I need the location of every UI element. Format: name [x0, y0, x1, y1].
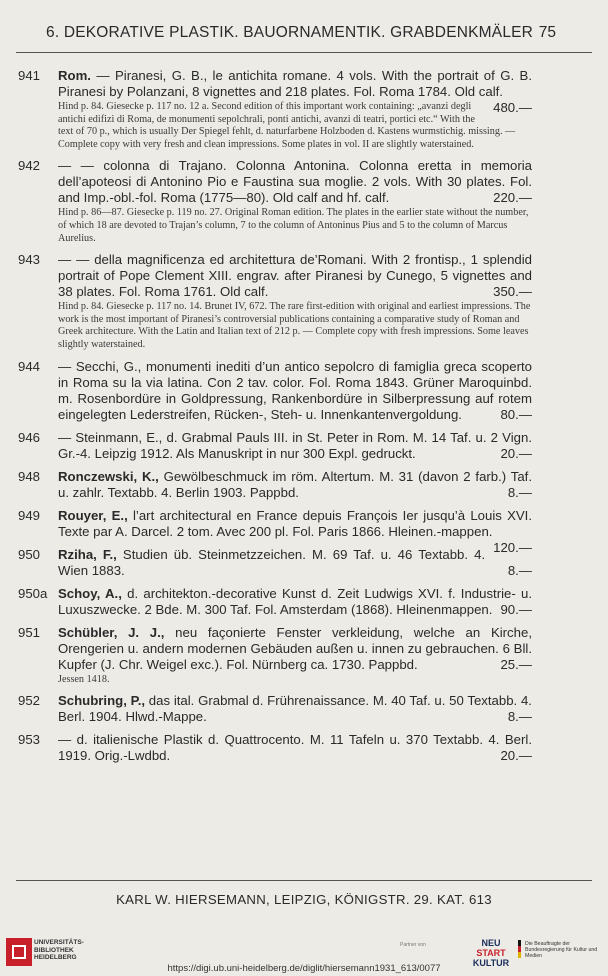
catalog-entry [0, 586, 608, 618]
viewer-bottom-bar [0, 936, 608, 976]
catalog-entry [0, 732, 608, 764]
entry-note: Hind p. 84. Giesecke p. 117 no. 12 a. Second edition of this important work containing: „avanzi degli antichi edifizi di Roma, de monumenti sepolchrali, ponti antichi, avanzi di teatri, portici etc.“ With the text of 70 p., which is usually Der Spiegel fehlt, d. naturfarbene Holzboden d. Kastens wurmstichig. missing. — Complete copy with very fresh and clean impressions. Some plates in vol. II are slightly waterstained. [58, 101, 516, 150]
entry-body [58, 359, 532, 423]
catalog-entry [0, 693, 608, 725]
entry-price: 8.— [507, 709, 532, 725]
page-url[interactable]: https://digi.ub.uni-heidelberg.de/diglit/hiersemann1931_613/0077 [167, 963, 441, 974]
entry-price: 90.— [500, 601, 532, 617]
entry-heading: Rom. [58, 68, 91, 83]
entry-body [58, 469, 532, 501]
entry-note: Jessen 1418. [58, 673, 110, 685]
german-flag-icon [518, 940, 521, 958]
entry-number: 949 [18, 507, 41, 523]
bkm-label: Die Beauftragte der Bundesregierung für Kultur und Medien [525, 941, 598, 960]
neustart-line1: NEU [481, 938, 501, 948]
entry-text: neu façonierte Fenster verkleidung, welche an Kirche, Orengerien u. andern modernen Gebäuden außen u. innen zu gebrauchen. 6 Bll. Kupfer (J. Chr. Weigel exc.). Fol. Nürnberg ca. 1730. Pappbd. [58, 624, 532, 672]
entry-number: 943 [18, 252, 41, 268]
entry-description [58, 693, 532, 725]
publisher-footer: KARL W. HIERSEMANN, LEIPZIG, KÖNIGSTR. 29. KAT. 613 [116, 892, 492, 907]
entry-price: 120.— [493, 539, 532, 555]
entry-price: 8.— [507, 484, 532, 500]
entry-body [58, 732, 532, 764]
library-logo-icon[interactable] [6, 938, 32, 966]
entry-number: 944 [18, 358, 41, 374]
catalog-entry [0, 68, 608, 151]
entry-body [58, 693, 532, 725]
entry-description [58, 68, 532, 115]
entry-number: 952 [18, 693, 41, 709]
entry-number: 942 [18, 158, 41, 174]
entry-body [58, 252, 532, 351]
entry-text: — Piranesi, G. B., le antichita romane. 4 vols. With the portrait of G. B. Piranesi by Polanzani, 8 vignettes and 218 plates. Fol. Roma 1784. Old calf. [58, 68, 532, 99]
entry-text: Gewölbeschmuck im röm. Altertum. M. 31 (davon 2 farb.) Taf. u. zahlr. Textabb. 4. Berlin 1903. Pappbd. [58, 468, 533, 500]
entry-price: 20.— [500, 445, 532, 461]
section-title: 6. DEKORATIVE PLASTIK. BAUORNAMENTIK. GRABDENKMÄLER [46, 24, 534, 41]
entry-heading: Ronczewski, K., [58, 468, 159, 484]
entry-description [58, 625, 532, 673]
entry-body [58, 430, 532, 462]
neustart-line2: START [476, 948, 506, 958]
entry-number: 951 [18, 624, 41, 640]
entry-description [58, 359, 532, 423]
entry-note: Hind p. 84. Giesecke p. 117 no. 14. Brunet IV, 672. The rare first-edition with original and earliest impressions. The work is the most important of Piranesi’s controversial publications containing a comparative study of Roman and Greek architecture. With the Latin and Italian text of 212 p. — Complete copy with fresh impressions. Some leaves slightly waterstained. [58, 301, 531, 350]
entry-heading: Schoy, A., [58, 585, 122, 601]
entry-price: 350.— [493, 284, 532, 300]
entry-number: 946 [18, 429, 41, 445]
catalog-entry [0, 158, 608, 245]
entry-heading: Rziha, F., [58, 546, 117, 562]
entry-number: 941 [18, 68, 41, 83]
entry-note: Hind p. 86—87. Giesecke p. 119 no. 27. Original Roman edition. The plates in the earlier state without the number, of which 18 are devoted to Trajan’s column, 7 to the column of Antoninus Pius and 5 to the column of Marcus Aurelius. [58, 207, 529, 244]
entry-price: 220.— [493, 190, 532, 206]
entry-description [58, 430, 532, 462]
entry-text: — Steinmann, E., d. Grabmal Pauls III. in St. Peter in Rom. M. 14 Taf. u. 2 Vign. Gr.-4. Leipzig 1912. Als Manuskript in nur 300 Expl. gedruckt. [58, 429, 532, 461]
entry-number: 950a [18, 585, 48, 601]
page-header [0, 24, 608, 48]
entry-body [58, 158, 532, 245]
catalog-entry [0, 547, 608, 579]
entry-text: das ital. Grabmal d. Frührenaissance. M. 40 Taf. u. 50 Textabb. 4. Berl. 1904. Hlwd.-Mappe. [58, 693, 532, 725]
entry-number: 953 [18, 732, 41, 748]
catalog-entries [0, 68, 608, 771]
entry-number: 950 [18, 546, 41, 562]
catalog-entry [0, 252, 608, 351]
entry-number: 948 [18, 468, 41, 484]
entry-description [58, 158, 532, 206]
entry-description [58, 586, 532, 618]
neustart-line3: KULTUR [472, 958, 510, 968]
catalog-entry [0, 625, 608, 687]
entry-price: 20.— [500, 748, 532, 764]
catalog-entry [0, 469, 608, 501]
bkm-logo[interactable] [518, 940, 604, 964]
entry-body [58, 68, 532, 151]
entry-body [58, 625, 532, 687]
entry-description [58, 469, 532, 501]
entry-description [58, 252, 532, 300]
entry-text: Studien üb. Steinmetzzeichen. M. 69 Taf. u. 46 Textabb. 4. Wien 1883. [58, 546, 486, 578]
entry-price: 80.— [500, 406, 532, 422]
entry-heading: Schubring, P., [58, 693, 146, 709]
entry-description [58, 547, 532, 579]
catalog-entry [0, 430, 608, 462]
entry-text: — d. italienische Plastik d. Quattrocento. M. 11 Tafeln u. 370 Textabb. 4. Berl. 1919. Orig.-Lwdbd. [58, 732, 532, 764]
entry-heading: Rouyer, E., [58, 507, 128, 523]
entry-text: — — colonna di Trajano. Colonna Antonina. Colonna eretta in memoria dell’apoteosi di Antonino Pio e Faustina sua moglie. 2 vols. With 30 plates. Fol. and Imp.-obl.-fol. Roma (1775—80). Old calf and hf. calf. [58, 158, 532, 206]
entry-text: — — della magnificenza ed architettura de’Romani. With 2 frontisp., 1 splendid portrait of Pope Clement XIII. engrav. after Piranesi by Cunego, 5 vignettes and 38 plates. Fol. Roma 1761. Old calf. [58, 252, 532, 300]
partner-label: Partner von [400, 942, 426, 948]
entry-price: 480.— [493, 100, 532, 115]
entry-text: l’art architectural en France depuis François Ier jusqu’à Louis XVI. Texte par A. Darcel. 2 tom. Avec 200 pl. Fol. Paris 1866. Hleinen.-mappen. [58, 507, 533, 539]
entry-price: 8.— [507, 562, 532, 578]
entry-price: 25.— [500, 656, 532, 672]
entry-text: — Secchi, G., monumenti inediti d’un antico sepolcro di famiglia greca scoperto in Roma su la via latina. Con 2 tav. color. Fol. Roma 1843. Grüner Maroquinbd. m. Rosenbordüre in Goldpressung, Rankenbordüre in Silberpressung auf rotem eingelegten Lederstreifen, Rücken-, Steh- u. Innenkantenvergoldung. [58, 358, 532, 422]
footer-rule [16, 880, 592, 881]
catalog-entry [0, 359, 608, 423]
entry-heading: Schübler, J. J., [58, 624, 165, 640]
entry-body [58, 586, 532, 618]
page-number: 75 [538, 24, 556, 41]
entry-text: d. architekton.-decorative Kunst d. Zeit Ludwigs XVI. f. Industrie- u. Luxuszwecke. 2 Bde. M. 300 Taf. Fol. Amsterdam (1868). Hleinenmappen. [58, 585, 532, 617]
entry-body [58, 547, 532, 579]
entry-description [58, 732, 532, 764]
library-name[interactable]: UNIVERSITÄTS- BIBLIOTHEK HEIDELBERG [34, 939, 84, 961]
header-rule [16, 52, 592, 53]
